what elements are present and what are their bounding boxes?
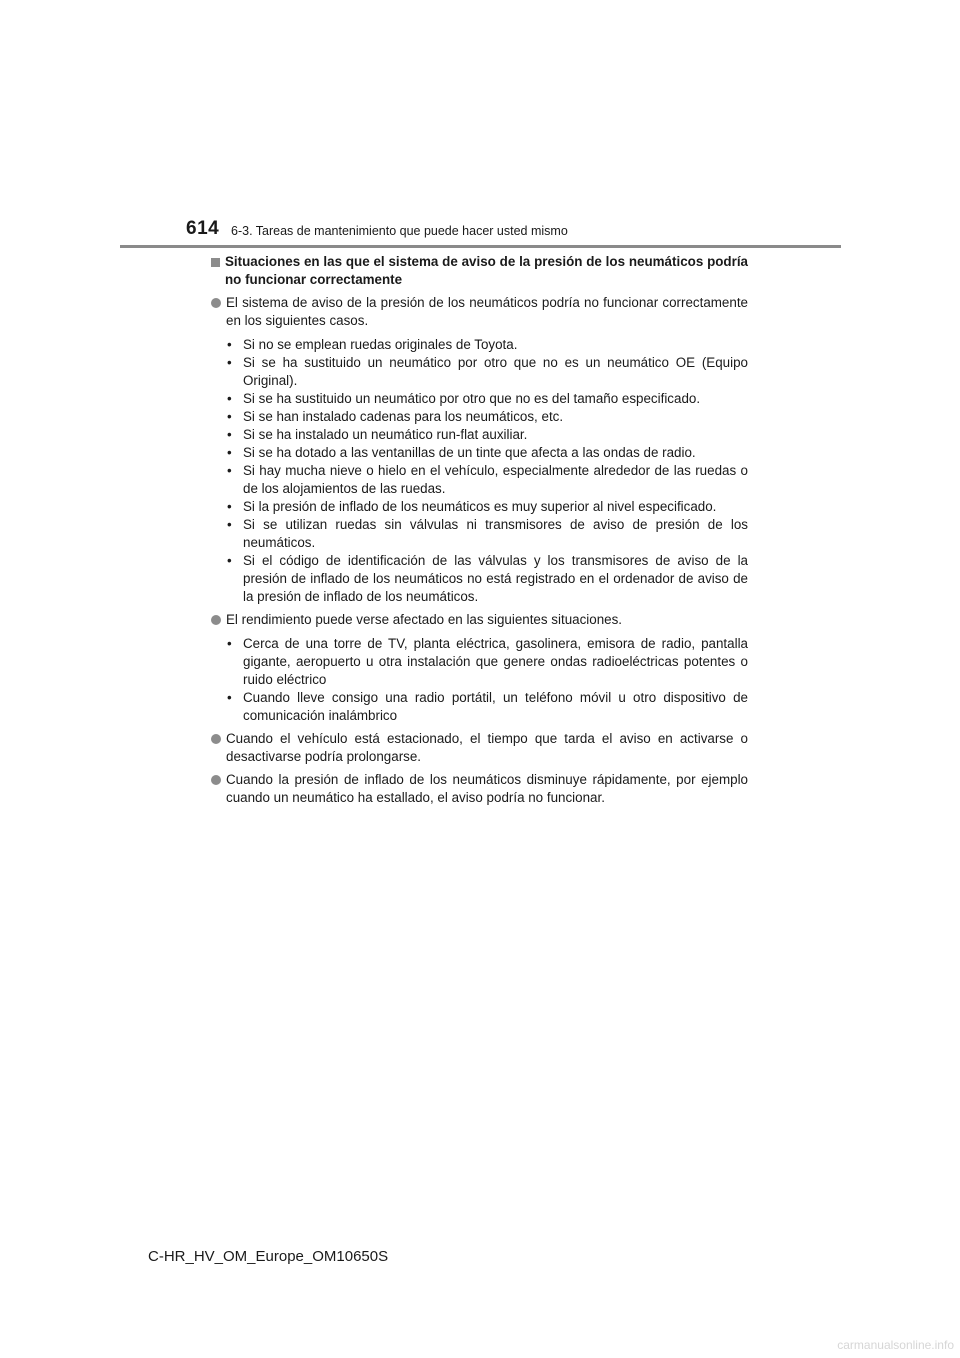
circle-icon [211,775,221,785]
sub-list-item [226,689,748,725]
sub-list-item [226,462,748,498]
point-body [226,771,748,807]
circle-icon [211,298,221,308]
bullet-icon: • [227,553,232,568]
point-text: Cuando la presión de inflado de los neumáticos disminuye rápidamente, por ejemplo cuando un neumático ha estallado, el aviso podría no funcionar. [226,772,748,805]
sub-list-item-text: Si se ha instalado un neumático run-flat auxiliar. [243,427,528,442]
list-item [211,771,748,807]
main-content [211,253,748,807]
bullet-icon: • [227,463,232,478]
bullet-icon: • [227,409,232,424]
bullet-icon: • [227,636,232,651]
sub-list-item-text: Si el código de identificación de las válvulas y los transmisores de aviso de la presión de inflado de los neumáticos no está registrado en el ordenador de aviso de la presión de inflado de los neumáticos. [243,553,748,604]
list-item [211,730,748,766]
point-text: El sistema de aviso de la presión de los neumáticos podría no funcionar correctamente en los siguientes casos. [226,295,748,328]
circle-icon [211,734,221,744]
sub-list-item-text: Si se ha sustituido un neumático por otro que no es del tamaño especificado. [243,391,701,406]
circle-icon [211,615,221,625]
heading-text: Situaciones en las que el sistema de aviso de la presión de los neumáticos podría no funcionar correctamente [225,254,748,287]
sub-list-item [226,498,748,516]
bullet-icon: • [227,355,232,370]
bullet-icon: • [227,690,232,705]
sub-list-item [226,354,748,390]
document-code: C-HR_HV_OM_Europe_OM10650S [148,1248,389,1265]
point-text: El rendimiento puede verse afectado en las siguientes situaciones. [226,612,623,627]
sub-list-item-text: Cerca de una torre de TV, planta eléctrica, gasolinera, emisora de radio, pantalla gigante, aeropuerto u otra instalación que genere ondas radioeléctricas potentes o ruido eléctrico [243,636,748,687]
bullet-icon: • [227,499,232,514]
section-heading [211,253,748,289]
sub-list-item [226,552,748,606]
point-list [211,294,748,807]
sub-list-item [226,635,748,689]
point-text: Cuando el vehículo está estacionado, el tiempo que tarda el aviso en activarse o desactivarse podría prolongarse. [226,731,748,764]
sub-list-item-text: Si hay mucha nieve o hielo en el vehículo, especialmente alrededor de las ruedas o de los alojamientos de las ruedas. [243,463,748,496]
sub-list-item [226,408,748,426]
sub-list-item-text: Cuando lleve consigo una radio portátil, un teléfono móvil u otro dispositivo de comunicación inalámbrico [243,690,748,723]
bullet-icon: • [227,517,232,532]
bullet-icon: • [227,337,232,352]
sub-list-item [226,336,748,354]
point-body [226,611,748,725]
list-item [211,294,748,606]
sub-list [226,336,748,606]
sub-list-item [226,444,748,462]
sub-list-item-text: Si se utilizan ruedas sin válvulas ni transmisores de aviso de presión de los neumáticos. [243,517,748,550]
page-number: 614 [186,218,220,239]
sub-list-item-text: Si se ha sustituido un neumático por otro que no es un neumático OE (Equipo Original). [243,355,748,388]
sub-list-item [226,390,748,408]
watermark: carmanualsonline.info [837,1338,954,1352]
point-body [226,730,748,766]
sub-list-item [226,516,748,552]
point-body [226,294,748,606]
bullet-icon: • [227,427,232,442]
sub-list-item-text: Si se ha dotado a las ventanillas de un tinte que afecta a las ondas de radio. [243,445,696,460]
header-rule [120,245,841,248]
sub-list-item-text: Si se han instalado cadenas para los neumáticos, etc. [243,409,564,424]
sub-list-item [226,426,748,444]
section-title: 6-3. Tareas de mantenimiento que puede hacer usted mismo [231,224,568,238]
sub-list [226,635,748,725]
list-item [211,611,748,725]
bullet-icon: • [227,391,232,406]
sub-list-item-text: Si no se emplean ruedas originales de Toyota. [243,337,518,352]
square-icon [211,258,220,267]
sub-list-item-text: Si la presión de inflado de los neumáticos es muy superior al nivel especificado. [243,499,717,514]
bullet-icon: • [227,445,232,460]
